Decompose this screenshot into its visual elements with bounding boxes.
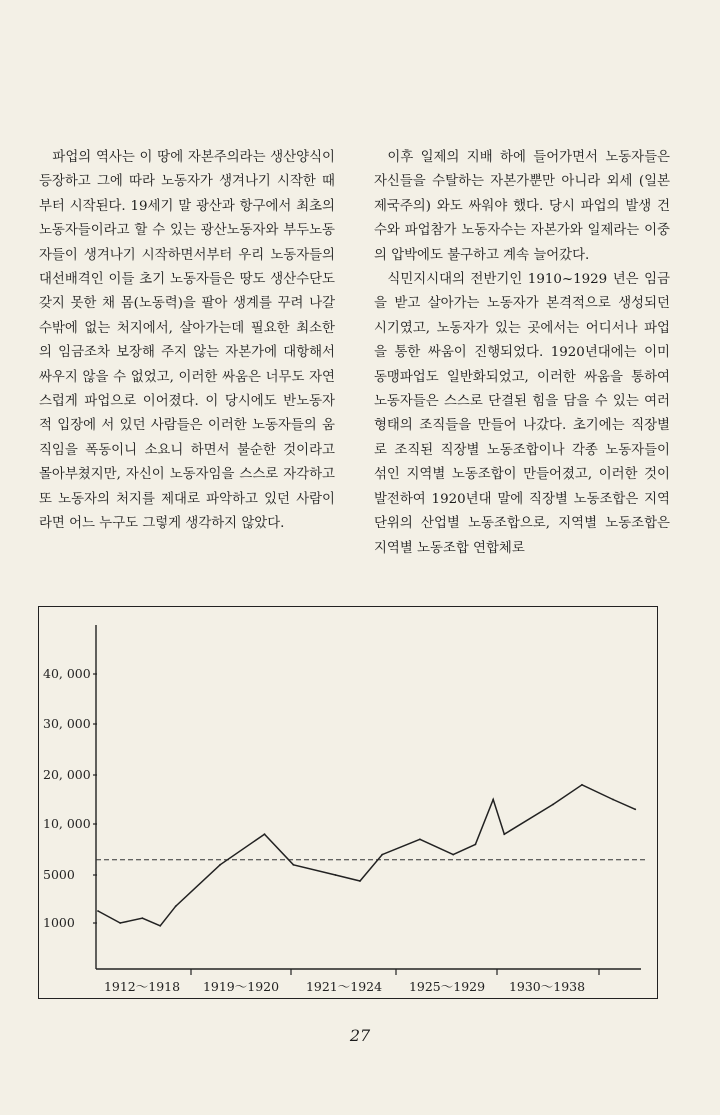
- right-text-column: [374, 146, 670, 561]
- data-point: [264, 833, 266, 835]
- x-tick-label: 1919～1920: [202, 979, 280, 994]
- data-point: [175, 905, 177, 907]
- y-tick-label: 1000: [43, 915, 75, 930]
- data-point: [142, 917, 144, 919]
- strike-chart: [38, 606, 658, 999]
- data-point: [552, 804, 554, 806]
- x-tick-label: 1930～1938: [508, 979, 586, 994]
- data-point: [581, 784, 583, 786]
- data-point: [97, 910, 99, 912]
- y-tick-label: 40, 000: [43, 666, 91, 681]
- paragraph: 파업의 역사는 이 땅에 자본주의라는 생산양식이 등장하고 그에 따라 노동자가 생겨나기 시작한 때부터 시작된다. 19세기 말 광산과 항구에서 최초의 노동자들이라고 할 수 있는 광산노동자와 부두노동자들이 생겨나기 시작하면서부터 우리 노동자들의 대선배격인 이들 초기 노동자들은 땅도 생산수단도 갖지 못한 채 몸(노동력)을 팔아 생계를 꾸려 나갈 수밖에 없는 처지에서, 살아가는데 필요한 최소한의 임금조차 보장해 주지 않는 자본가에 대항해서 싸우지 않을 수 없었고, 이러한 싸움은 너무도 자연스럽게 파업으로 이어졌다. 이 당시에도 반노동자적 입장에 서 있던 사람들은 이러한 노동자들의 움직임을 폭동이니 소요니 하면서 불순한 것이라고 몰아부쳤지만, 자신이 노동자임을 스스로 자각하고 또 노동자의 처지를 제대로 파악하고 있던 사람이라면 어느 누구도 그렇게 생각하지 않았다.: [39, 150, 335, 532]
- data-point: [292, 864, 294, 866]
- data-point: [419, 838, 421, 840]
- data-point: [159, 925, 161, 927]
- data-point: [634, 808, 636, 810]
- data-point: [503, 833, 505, 835]
- x-tick-label: 1921～1924: [305, 979, 383, 994]
- data-point: [359, 880, 361, 882]
- strike-series-line: [98, 785, 635, 926]
- strike-line-chart-svg: [39, 607, 656, 997]
- data-point: [452, 854, 454, 856]
- data-point: [475, 844, 477, 846]
- paragraph: 식민지시대의 전반기인 1910~1929 년은 임금을 받고 살아가는 노동자가 본격적으로 생성되던 시기였고, 노동자가 있는 곳에서는 어디서나 파업을 통한 싸움이 진행되었다. 1920년대에는 이미 동맹파업도 일반화되었고, 이러한 싸움을 통하여 노동자들은 스스로 단결된 힘을 담을 수 있는 여러 형태의 조직들을 만들어 나갔다. 초기에는 직장별로 조직된 직장별 노동조합이나 각종 노동자들이 섞인 지역별 노동조합이 만들어졌고, 이러한 것이 발전하여 1920년대 말에 직장별 노동조합은 지역단위의 산업별 노동조합으로, 지역별 노동조합은 지역별 노동조합 연합체로: [374, 272, 670, 556]
- left-text-column: [39, 146, 335, 537]
- data-point: [335, 874, 337, 876]
- x-tick-label: 1925～1929: [408, 979, 486, 994]
- y-tick-label: 5000: [43, 867, 75, 882]
- data-point: [381, 854, 383, 856]
- data-point: [612, 799, 614, 801]
- x-tick-label: 1912～1918: [103, 979, 181, 994]
- y-tick-label: 30, 000: [43, 716, 91, 731]
- y-tick-label: 20, 000: [43, 767, 91, 782]
- paragraph: 이후 일제의 지배 하에 들어가면서 노동자들은 자신들을 수탈하는 자본가뿐만 아니라 외세 (일본제국주의) 와도 싸워야 했다. 당시 파업의 발생 건수와 파업참가 노동자수는 자본가와 일제라는 이중의 압박에도 불구하고 계속 늘어갔다.: [374, 150, 670, 263]
- data-point: [119, 922, 121, 924]
- y-tick-label: 10, 000: [43, 816, 91, 831]
- page-number: 27: [349, 1026, 371, 1045]
- data-point: [492, 799, 494, 801]
- data-point: [219, 864, 221, 866]
